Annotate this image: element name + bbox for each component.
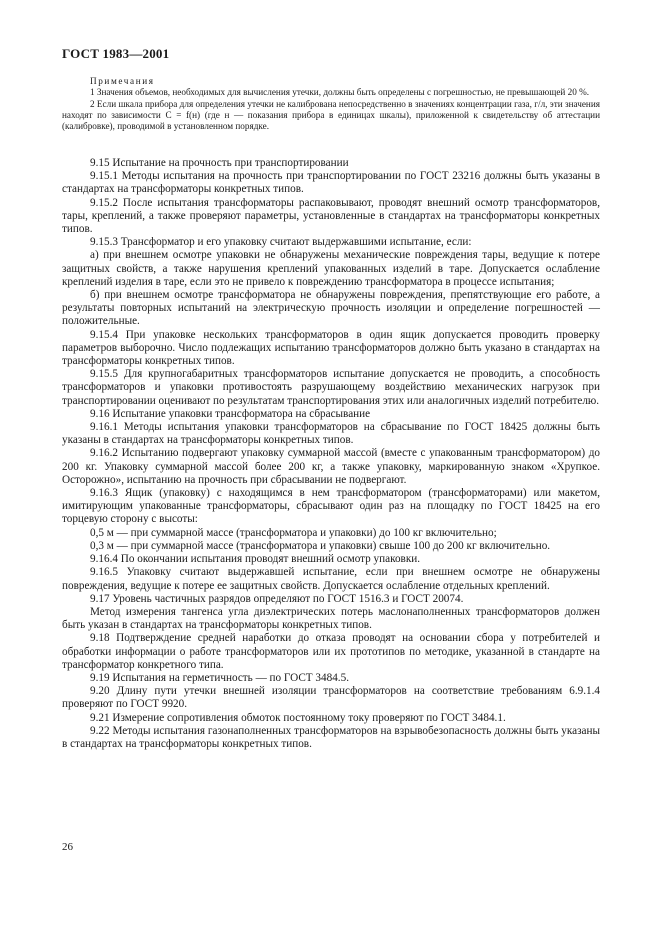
paragraph: 9.16.5 Упаковку считают выдержавшей испытание, если при внешнем осмотре не обнаружены повреждения, ведущие к потере ее защитных свойств. Допускается ослабление отдельных креплений.: [62, 566, 600, 592]
paragraph: 9.15.4 При упаковке нескольких трансформаторов в один ящик допускается проводить проверку параметров выборочно. Число подлежащих испытанию трансформаторов должно быть указано в стандартах на трансформаторы конкретных типов.: [62, 328, 600, 368]
list-item: 0,3 м — при суммарной массе (трансформатора и упаковки) свыше 100 до 200 кг включительно.: [90, 539, 551, 552]
paragraph: 9.19 Испытания на герметичность — по ГОСТ 3484.5.: [90, 671, 349, 684]
list-item: 0,5 м — при суммарной массе (трансформатора и упаковки) до 100 кг включительно;: [90, 526, 497, 539]
paragraph: 9.22 Методы испытания газонаполненных трансформаторов на взрывобезопасность должны быть указаны в стандартах на трансформаторы конкретных типов.: [62, 724, 600, 750]
paragraph: 9.17 Уровень частичных разрядов определяют по ГОСТ 1516.3 и ГОСТ 20074.: [90, 592, 464, 605]
section-heading: 9.15 Испытание на прочность при транспортировании: [90, 157, 349, 169]
paragraph: 9.16.1 Методы испытания упаковки трансформаторов на сбрасывание по ГОСТ 18425 должны быть указаны в стандартах на трансформаторы конкретных типов.: [62, 421, 600, 447]
paragraph: 9.15.5 Для крупногабаритных трансформаторов испытание допускается не проводить, а способность трансформаторов и упаковки противостоять разрушающему воздействию механических нагрузок при транспортировании оценивают по результатам транспортирования этих или аналогичных изделий потребителю.: [62, 368, 600, 407]
list-item: а) при внешнем осмотре упаковки не обнаружены механические повреждения тары, ведущие к потере защитных свойств, а также нарушения креплений упакованных изделий в таре. Допускается ослабление креплений изделия в таре, если это не привело к повреждению трансформатора в процессе испытания;: [62, 249, 600, 288]
document-header: ГОСТ 1983—2001: [62, 46, 170, 61]
list-item: б) при внешнем осмотре трансформатора не обнаружены повреждения, препятствующие его работе, а результаты повторных испытаний на электрическую прочность изоляции и определение погрешностей — положительные.: [62, 289, 600, 328]
note-item: 2 Если шкала прибора для определения утечки не калибрована непосредственно в значениях концентрации газа, г/л, эти значения находят по зависимости C = f(н) (где н — показания прибора в единицах шкалы), приложенной к свидетельству об аттестации (калибровке), проводимой в установленном порядке.: [62, 98, 600, 132]
paragraph: 9.15.3 Трансформатор и его упаковку считают выдержавшими испытание, если:: [90, 236, 472, 249]
paragraph: 9.21 Измерение сопротивления обмоток постоянному току проверяют по ГОСТ 3484.1.: [90, 711, 506, 724]
paragraph: 9.16.4 По окончании испытания проводят внешний осмотр упаковки.: [90, 553, 421, 566]
paragraph: 9.18 Подтверждение средней наработки до отказа проводят на основании сбора у потребителей и обработки информации о работе трансформаторов или их прототипов по методике, указанной в стандарте на трансформатор конкретного типа.: [62, 632, 600, 671]
notes-block: [62, 76, 600, 132]
paragraph: 9.20 Длину пути утечки внешней изоляции трансформаторов на соответствие требованиям 6.9.1.4 проверяют по ГОСТ 9920.: [62, 685, 600, 711]
paragraph: 9.15.2 После испытания трансформаторы распаковывают, проводят внешний осмотр трансформаторов, тары, креплений, а также проверяют параметры, установленные в стандартах на трансформаторы конкретных типов.: [62, 196, 600, 236]
notes-title: Примечания: [90, 76, 155, 86]
paragraph: 9.15.1 Методы испытания на прочность при транспортировании по ГОСТ 23216 должны быть указаны в стандартах на трансформаторы конкретных типов.: [62, 170, 600, 196]
page-number: 26: [62, 841, 73, 853]
section-heading: 9.16 Испытание упаковки трансформатора на сбрасывание: [90, 407, 371, 420]
document-body: [62, 157, 600, 751]
paragraph: Метод измерения тангенса угла диэлектрических потерь маслонаполненных трансформаторов должен быть указан в стандартах на трансформаторы конкретных типов.: [62, 605, 600, 632]
paragraph: 9.16.3 Ящик (упаковку) с находящимся в нем трансформатором (трансформаторами) или макетом, имитирующим упакованные трансформаторы, сбрасывают один раз на площадку по ГОСТ 18425 на его торцевую сторону с высоты:: [62, 487, 600, 526]
note-item: 1 Значения объемов, необходимых для вычисления утечки, должны быть определены с погрешностью, не превышающей 20 %.: [90, 87, 590, 98]
paragraph: 9.16.2 Испытанию подвергают упаковку суммарной массой (вместе с упакованным трансформатором) до 200 кг. Упаковку суммарной массой более 200 кг, а также упаковку, маркированную знаком «Хрупкое. Осторожно», испытанию на прочность при сбрасывании не подвергают.: [62, 447, 600, 486]
